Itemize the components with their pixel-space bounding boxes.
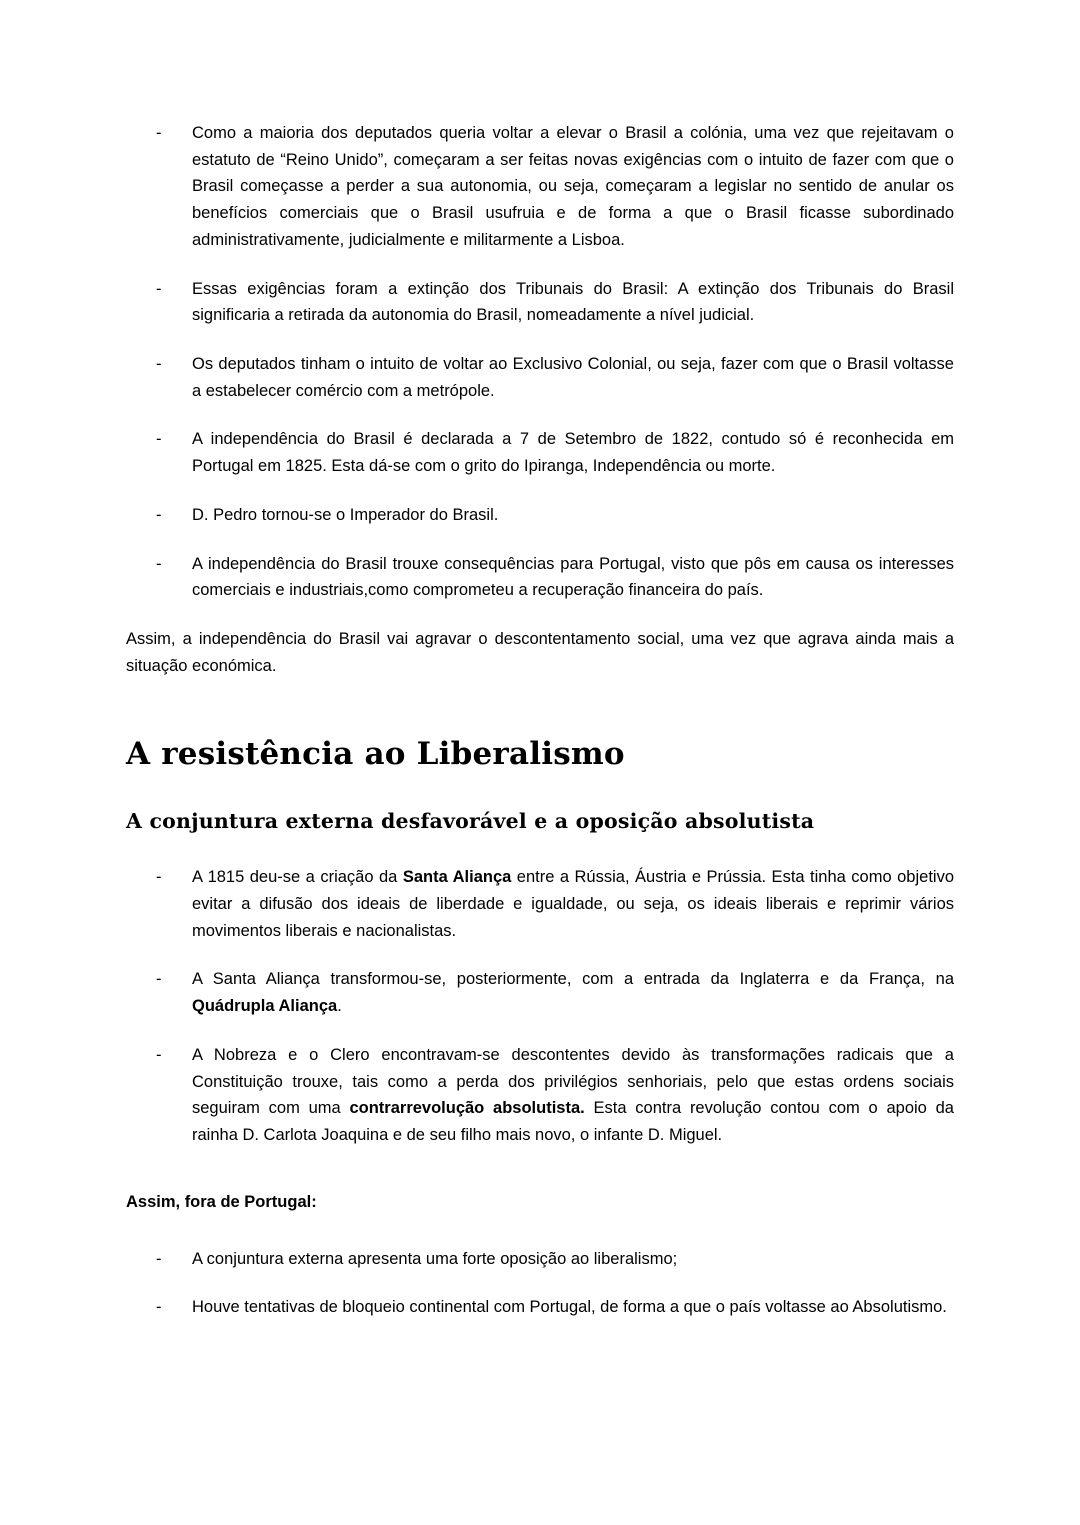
- document-content: [126, 120, 954, 1321]
- bullet-marker: -: [156, 868, 162, 887]
- paragraph-conclusao: Assim, a independência do Brasil vai agravar o descontentamento social, uma vez que agrava ainda mais a situação económica.: [126, 630, 954, 675]
- list-item: [126, 502, 954, 529]
- list-item: [126, 1294, 954, 1321]
- page-title: A resistência ao Liberalismo: [126, 735, 625, 772]
- bullet-marker: -: [156, 279, 162, 298]
- bullet-marker: -: [156, 505, 162, 524]
- list-item: [126, 966, 954, 1019]
- list-item-text: A conjuntura externa apresenta uma forte oposição ao liberalismo;: [192, 1249, 678, 1268]
- list-item: [126, 551, 954, 604]
- bullet-marker: -: [156, 1045, 162, 1064]
- list-item-text: Os deputados tinham o intuito de voltar ao Exclusivo Colonial, ou seja, fazer com que o Brasil voltasse a estabelecer comércio com a metrópole.: [192, 355, 954, 400]
- list-item: [126, 426, 954, 479]
- bullet-marker: -: [156, 1298, 162, 1317]
- list-item: [126, 1042, 954, 1149]
- list-item-text: A Nobreza e o Clero encontravam-se descontentes devido às transformações radicais que a Constituição trouxe, tais como a perda dos privilégios senhoriais, pelo que estas ordens sociais seguiram com uma contrarrevolução absolutista. Esta contra revolução contou com o apoio da rainha D. Carlota Joaquina e de seu filho mais novo, o infante D. Miguel.: [192, 1045, 954, 1145]
- list-item: [126, 864, 954, 944]
- bullet-list-santa-alianca: [126, 864, 954, 1148]
- list-item-text: A independência do Brasil trouxe consequências para Portugal, visto que pôs em causa os interesses comerciais e industriais,como comprometeu a recuperação financeira do país.: [192, 554, 954, 600]
- list-item: [126, 276, 954, 329]
- list-item-text: Essas exigências foram a extinção dos Tribunais do Brasil: A extinção dos Tribunais do Brasil significaria a retirada da autonomia do Brasil, nomeadamente a nível judicial.: [192, 279, 954, 325]
- list-item: [126, 120, 954, 254]
- section-subtitle: A conjuntura externa desfavorável e a oposição absolutista: [126, 808, 815, 833]
- bullet-marker: -: [156, 430, 162, 449]
- bullet-marker: -: [156, 1249, 162, 1268]
- list-item-text: A Santa Aliança transformou-se, posteriormente, com a entrada da Inglaterra e da França, na Quádrupla Aliança.: [192, 970, 954, 1016]
- bullet-marker: -: [156, 355, 162, 374]
- list-item-text: A 1815 deu-se a criação da Santa Aliança entre a Rússia, Áustria e Prússia. Esta tinha como objetivo evitar a difusão dos ideais de liberdade e igualdade, ou seja, os ideais liberais e reprimir vários movimentos liberais e nacionalistas.: [192, 868, 954, 940]
- list-item-text: Houve tentativas de bloqueio continental com Portugal, de forma a que o país voltasse ao Absolutismo.: [192, 1298, 947, 1317]
- list-item: [126, 1246, 954, 1273]
- bullet-list-brasil: [126, 120, 954, 604]
- list-item: [126, 351, 954, 404]
- bullet-list-fora-portugal: [126, 1246, 954, 1321]
- list-item-text: Como a maioria dos deputados queria voltar a elevar o Brasil a colónia, uma vez que rejeitavam o estatuto de “Reino Unido”, começaram a ser feitas novas exigências com o intuito de fazer com que o Brasil começasse a perder a sua autonomia, ou seja, começaram a legislar no sentido de anular os benefícios comerciais que o Brasil usufruia e de forma a que o Brasil ficasse subordinado administrativamente, judicialmente e militarmente a Lisboa.: [192, 124, 954, 249]
- list-item-text: A independência do Brasil é declarada a 7 de Setembro de 1822, contudo só é reconhecida em Portugal em 1825. Esta dá-se com o grito do Ipiranga, Independência ou morte.: [192, 430, 954, 476]
- bullet-marker: -: [156, 554, 162, 573]
- bullet-marker: -: [156, 124, 162, 142]
- bold-lead-text: Assim, fora de Portugal:: [126, 1192, 317, 1211]
- list-item-text: D. Pedro tornou-se o Imperador do Brasil.: [192, 505, 499, 524]
- bullet-marker: -: [156, 970, 162, 989]
